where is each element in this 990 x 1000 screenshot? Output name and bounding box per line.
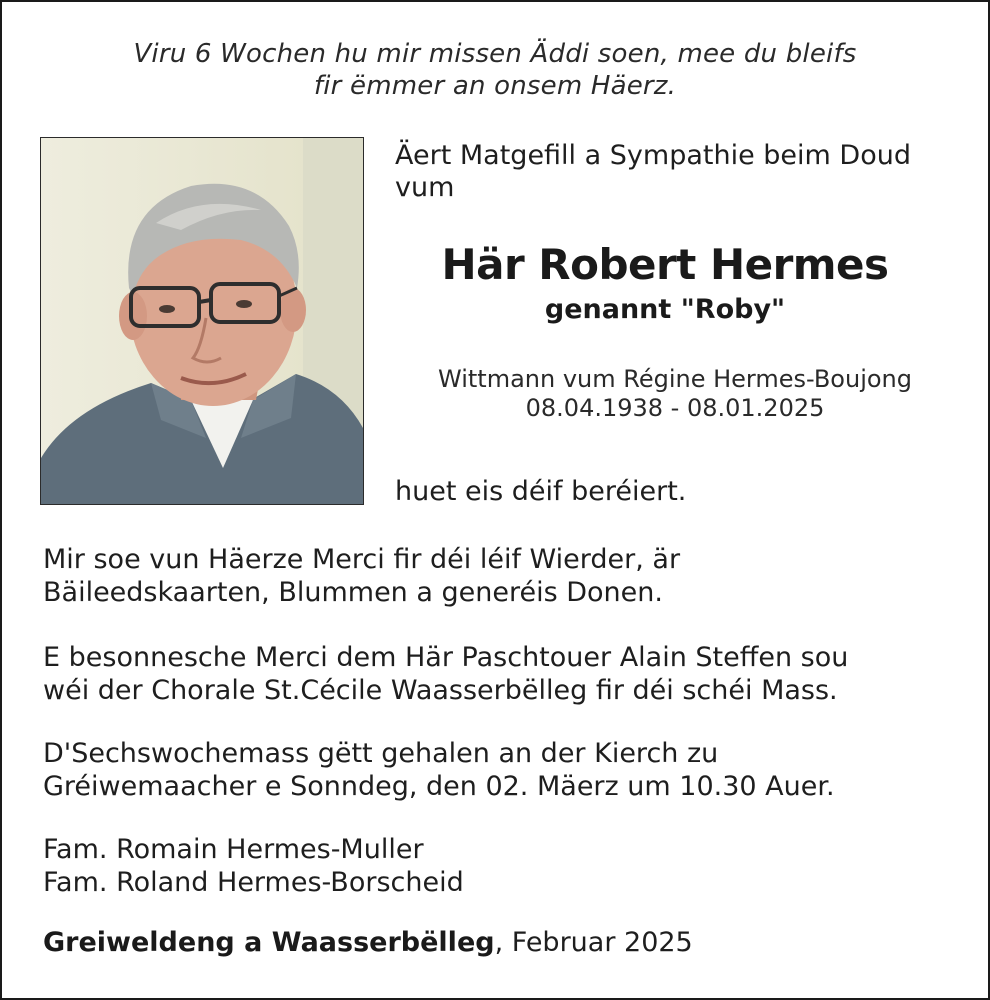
intro-line-2: vum [395, 172, 455, 203]
signature-place: Greiweldeng a Waasserbëlleg [43, 927, 495, 958]
deceased-name: Här Robert Hermes [441, 240, 889, 289]
signature-separator: , [494, 927, 504, 958]
paragraph-line: Gréiwemaacher e Sonndeg, den 02. Mäerz um 10.30 Auer. [43, 771, 835, 802]
paragraph-line: wéi der Chorale St.Cécile Waasserbëlleg fir déi schéi Mass. [43, 675, 838, 706]
widower-line: Wittmann vum Régine Hermes-Boujong [438, 365, 912, 393]
mass-announcement [43, 737, 963, 803]
family-names [43, 833, 963, 899]
motto-line-2: fir ëmmer an onsem Häerz. [313, 71, 677, 101]
motto [0, 38, 990, 102]
intro-line-1: Äert Matgefill a Sympathie beim Doud [395, 140, 911, 171]
thanks-paragraph [43, 543, 963, 609]
bereaved-line: huet eis déif beréiert. [395, 476, 687, 507]
signature-line [43, 926, 693, 960]
family-name: Fam. Romain Hermes-Muller [43, 834, 424, 865]
life-dates: 08.04.1938 - 08.01.2025 [525, 394, 825, 422]
paragraph-line: Bäileedskaarten, Blummen a generéis Donen. [43, 577, 663, 608]
deceased-nickname: genannt "Roby" [544, 294, 786, 325]
family-name: Fam. Roland Hermes-Borscheid [43, 867, 464, 898]
intro-text [395, 140, 965, 204]
motto-line-1: Viru 6 Wochen hu mir missen Äddi soen, mee du bleifs [133, 39, 857, 69]
portrait-icon [41, 138, 363, 504]
paragraph-line: E besonnesche Merci dem Här Paschtouer Alain Steffen sou [43, 642, 849, 673]
paragraph-line: D'Sechswochemass gëtt gehalen an der Kierch zu [43, 738, 719, 769]
signature-date: Februar 2025 [511, 927, 693, 958]
paragraph-line: Mir soe vun Häerze Merci fir déi léif Wierder, är [43, 544, 681, 575]
portrait-photo [40, 137, 364, 505]
special-thanks-paragraph [43, 641, 963, 707]
